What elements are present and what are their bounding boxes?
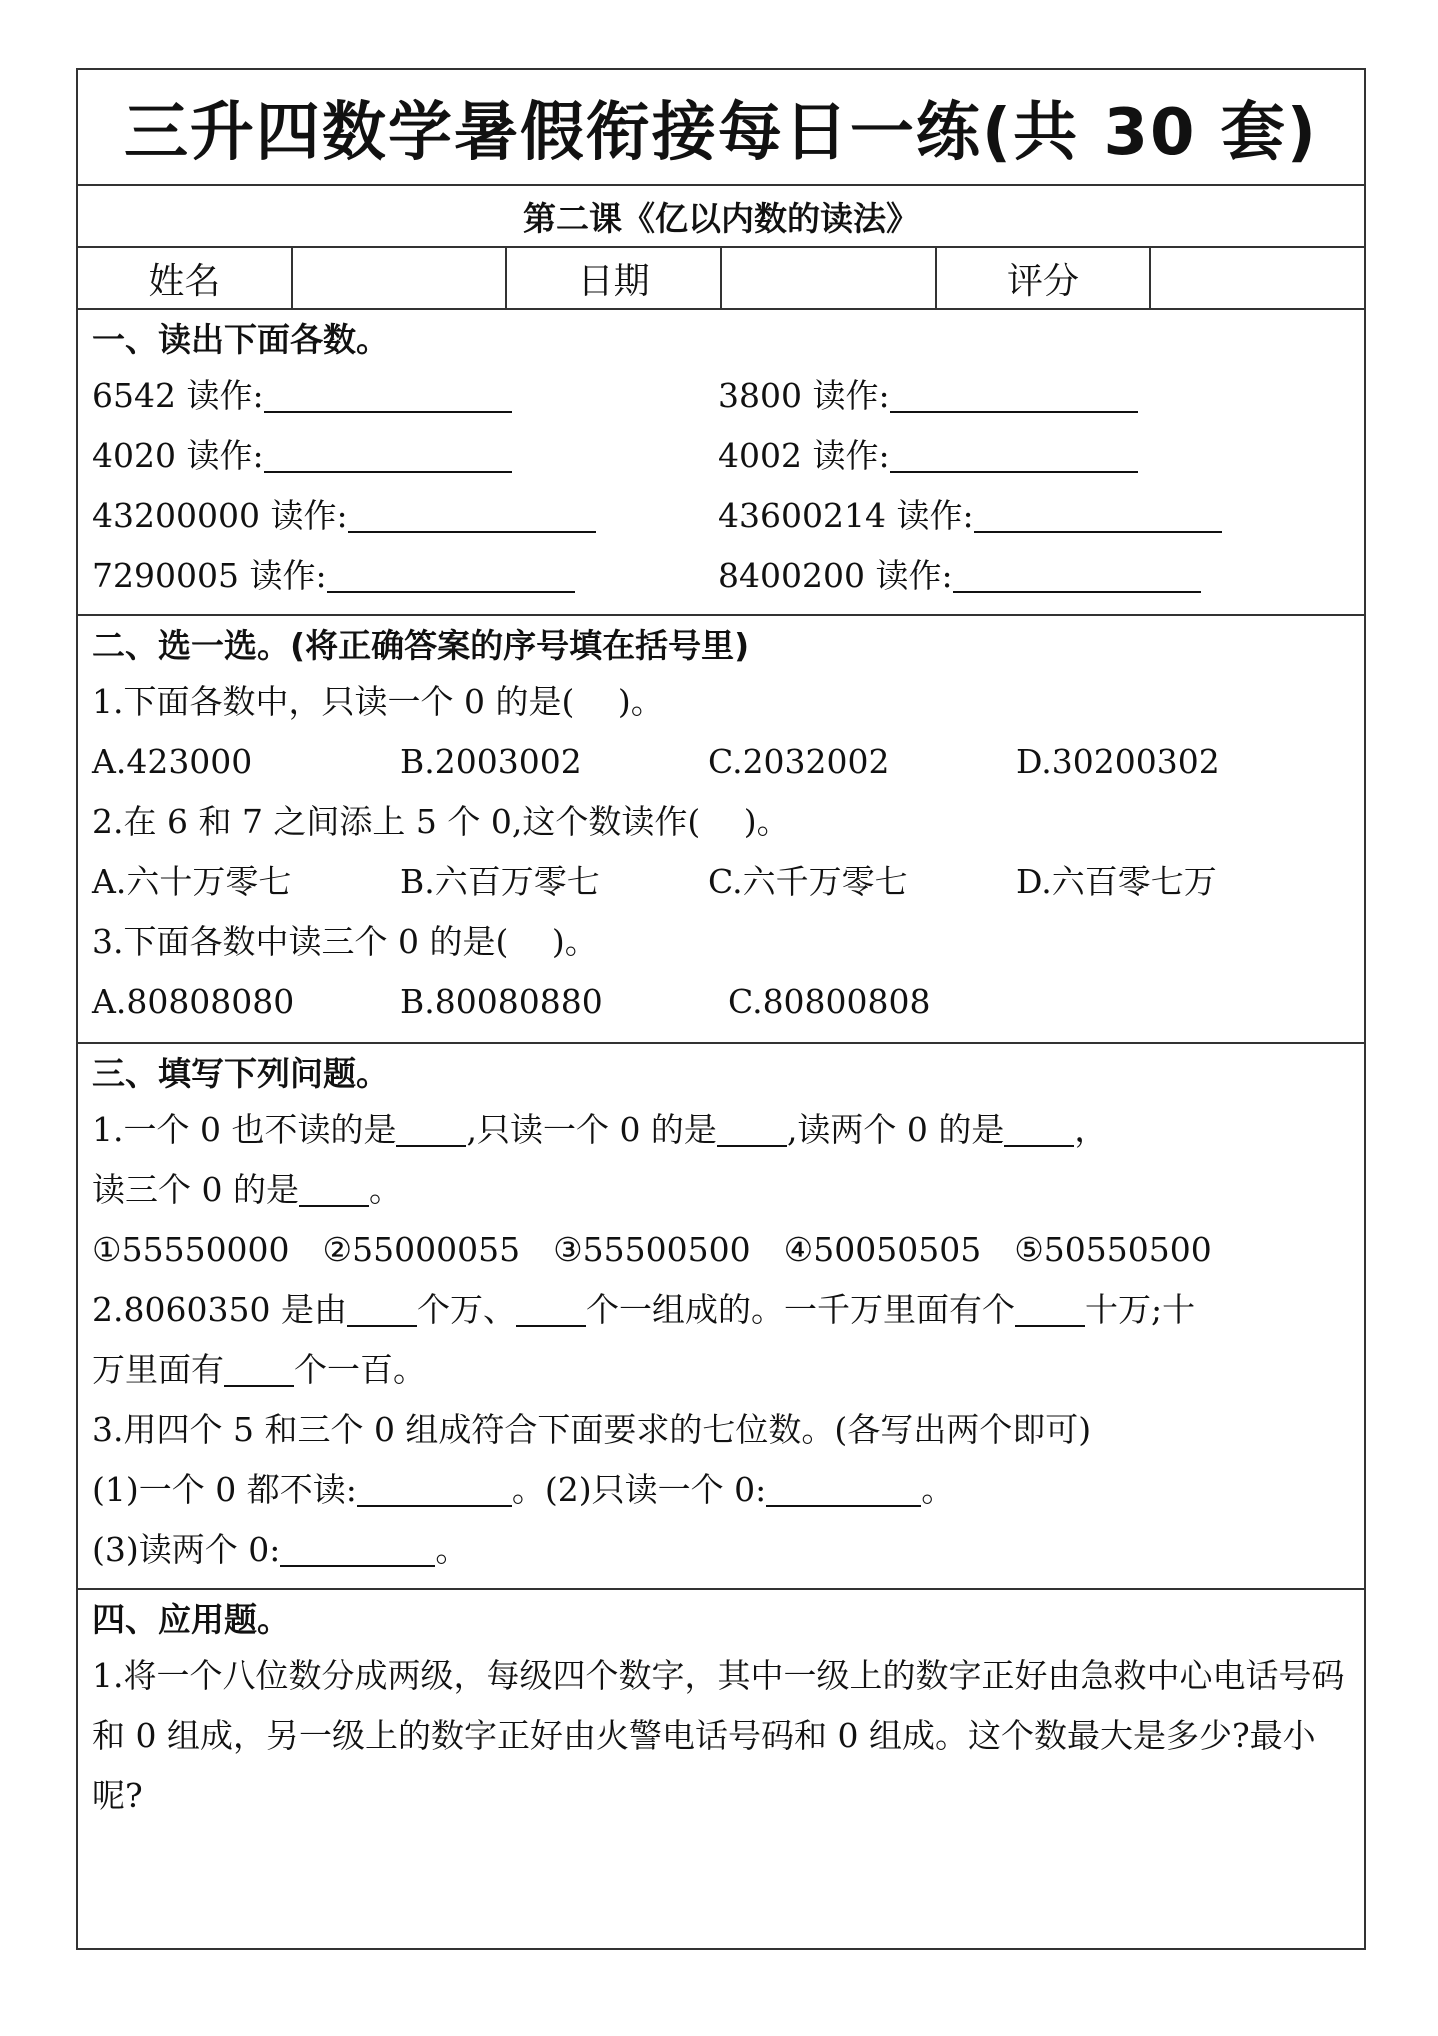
section-application <box>78 1590 1364 1950</box>
question-text: 十万;十 <box>1084 1290 1196 1329</box>
options-row <box>92 852 1364 912</box>
question <box>92 1100 1364 1160</box>
read-item: 3800 读作: <box>718 376 890 415</box>
answer-blank[interactable] <box>280 1529 435 1567</box>
section-fill-in <box>78 1044 1364 1590</box>
read-item: 8400200 读作: <box>718 556 953 595</box>
section-multiple-choice <box>78 616 1364 1044</box>
read-item: 43600214 读作: <box>718 496 974 535</box>
section-heading: 一、读出下面各数。 <box>92 320 389 359</box>
read-item: 4020 读作: <box>92 436 264 475</box>
question-text: 1.一个 0 也不读的是 <box>92 1110 397 1149</box>
question <box>92 1280 1364 1340</box>
option[interactable]: A.80808080 <box>92 982 295 1021</box>
question-text: 读三个 0 的是 <box>92 1170 299 1209</box>
date-label: 日期 <box>507 248 722 308</box>
lesson-row <box>78 186 1364 248</box>
options-row <box>92 732 1364 792</box>
option[interactable]: B.2003002 <box>400 742 582 781</box>
read-item: 6542 读作: <box>92 376 264 415</box>
option[interactable]: B.80080880 <box>400 982 603 1021</box>
question-text: (1)一个 0 都不读: <box>92 1470 357 1509</box>
question-text: 。(2)只读一个 0: <box>511 1470 767 1509</box>
option[interactable]: D.六百零七万 <box>1016 862 1217 901</box>
answer-blank[interactable] <box>953 555 1201 593</box>
section-read-numbers <box>78 310 1364 616</box>
number-list: ①55550000 ②55000055 ③55500500 ④50050505 ⑤50550500 <box>92 1230 1212 1269</box>
question-text: ,只读一个 0 的是 <box>466 1110 717 1149</box>
answer-blank[interactable] <box>974 495 1222 533</box>
answer-blank[interactable] <box>890 435 1138 473</box>
question-text: (3)读两个 0: <box>92 1530 281 1569</box>
question: 3.下面各数中读三个 0 的是( )。 <box>92 922 598 961</box>
word-problem: 1.将一个八位数分成两级，每级四个数字，其中一级上的数字正好由急救中心电话号码和 0 组成，另一级上的数字正好由火警电话号码和 0 组成。这个数最大是多少?最小呢? <box>92 1656 1345 1815</box>
worksheet <box>76 68 1366 1950</box>
question: 1.下面各数中，只读一个 0 的是( )。 <box>92 682 664 721</box>
option[interactable]: C.80800808 <box>728 982 931 1021</box>
answer-blank[interactable] <box>1015 1289 1085 1327</box>
answer-blank[interactable] <box>327 555 575 593</box>
info-row <box>78 248 1364 310</box>
answer-blank[interactable] <box>264 375 512 413</box>
name-label: 姓名 <box>78 248 293 308</box>
answer-blank[interactable] <box>1004 1109 1074 1147</box>
question-text: ,读两个 0 的是 <box>786 1110 1005 1149</box>
option[interactable]: C.六千万零七 <box>708 862 908 901</box>
option[interactable]: D.30200302 <box>1016 742 1220 781</box>
question <box>92 1520 1364 1580</box>
answer-blank[interactable] <box>347 1289 417 1327</box>
read-item: 4002 读作: <box>718 436 890 475</box>
read-row <box>92 366 1364 426</box>
answer-blank[interactable] <box>766 1469 921 1507</box>
date-field[interactable] <box>722 248 937 308</box>
lesson-title: 第二课《亿以内数的读法》 <box>523 198 919 238</box>
option[interactable]: A.423000 <box>92 742 253 781</box>
section-heading: 二、选一选。(将正确答案的序号填在括号里) <box>92 626 750 665</box>
answer-blank[interactable] <box>224 1349 294 1387</box>
question-text: 个万、 <box>416 1290 516 1329</box>
option[interactable]: A.六十万零七 <box>92 862 292 901</box>
read-item: 7290005 读作: <box>92 556 327 595</box>
question-text: ， <box>1074 1110 1108 1149</box>
read-row <box>92 546 1364 606</box>
name-field[interactable] <box>293 248 508 308</box>
question-text: 个一百。 <box>294 1350 426 1389</box>
section-heading: 四、应用题。 <box>92 1600 290 1639</box>
answer-blank[interactable] <box>299 1169 369 1207</box>
read-item: 43200000 读作: <box>92 496 348 535</box>
question-text: 2.8060350 是由 <box>92 1290 347 1329</box>
answer-blank[interactable] <box>717 1109 787 1147</box>
question <box>92 1160 1364 1220</box>
question <box>92 1460 1364 1520</box>
answer-blank[interactable] <box>348 495 596 533</box>
read-row <box>92 426 1364 486</box>
answer-blank[interactable] <box>890 375 1138 413</box>
answer-blank[interactable] <box>396 1109 466 1147</box>
question-text: 万里面有 <box>92 1350 224 1389</box>
question-text: 。 <box>368 1170 402 1209</box>
question-text: 。 <box>921 1470 955 1509</box>
page-title: 三升四数学暑假衔接每日一练(共 30 套) <box>123 96 1319 170</box>
question-text: 。 <box>435 1530 469 1569</box>
option[interactable]: C.2032002 <box>708 742 890 781</box>
question-text: 个一组成的。一千万里面有个 <box>585 1290 1015 1329</box>
question: 2.在 6 和 7 之间添上 5 个 0,这个数读作( )。 <box>92 802 790 841</box>
score-field[interactable] <box>1151 248 1364 308</box>
title-row <box>78 70 1364 186</box>
answer-blank[interactable] <box>264 435 512 473</box>
answer-blank[interactable] <box>357 1469 512 1507</box>
section-heading: 三、填写下列问题。 <box>92 1054 389 1093</box>
option[interactable]: B.六百万零七 <box>400 862 600 901</box>
answer-blank[interactable] <box>516 1289 586 1327</box>
score-label: 评分 <box>937 248 1152 308</box>
question <box>92 1340 1364 1400</box>
read-row <box>92 486 1364 546</box>
options-row <box>92 972 1364 1032</box>
question: 3.用四个 5 和三个 0 组成符合下面要求的七位数。(各写出两个即可) <box>92 1410 1092 1449</box>
